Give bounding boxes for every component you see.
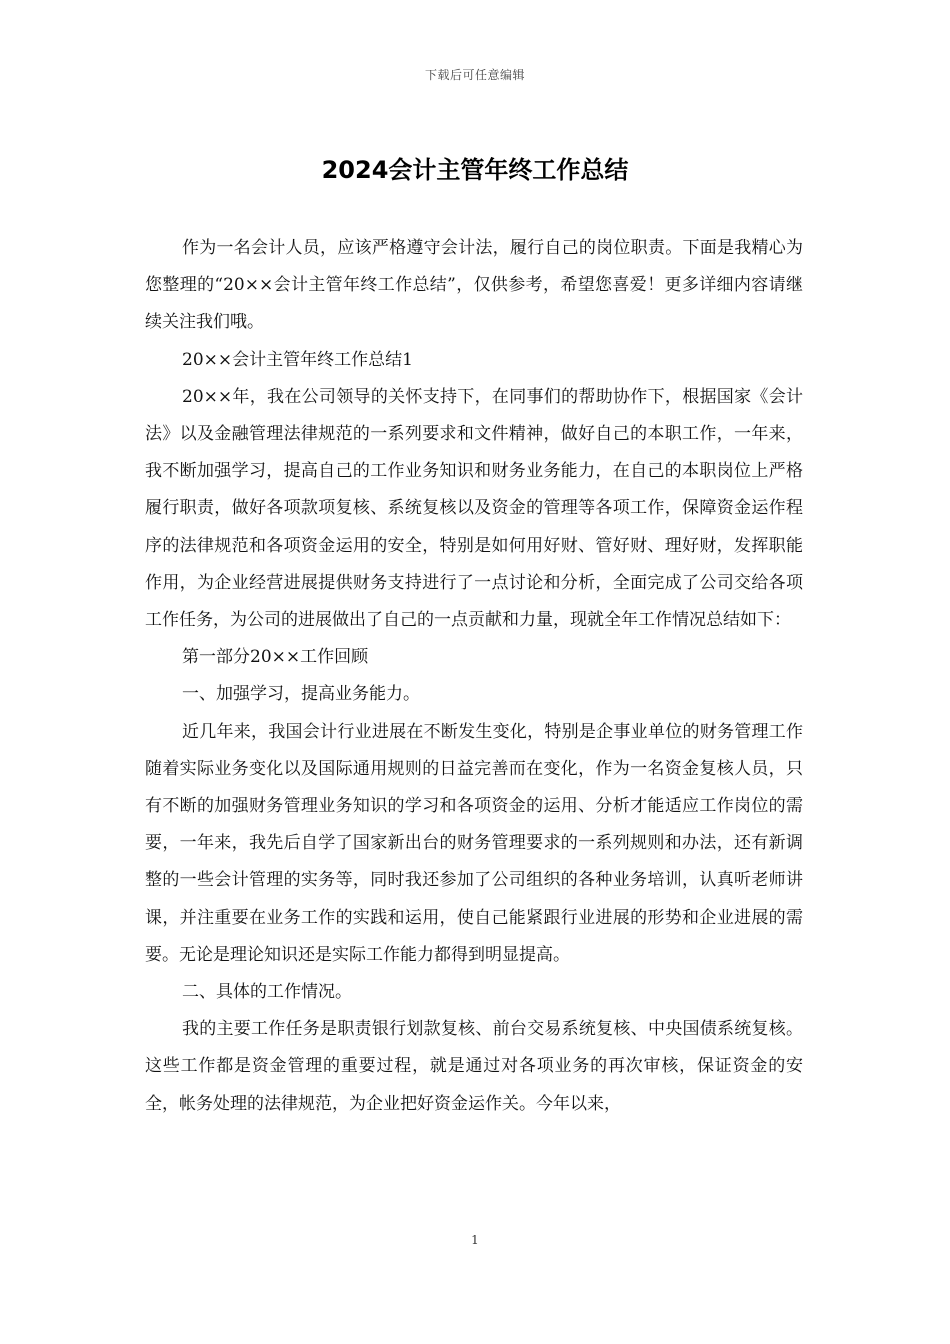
paragraph-heading-study: 一、加强学习，提高业务能力。 <box>182 684 420 705</box>
paragraph-work: 我的主要工作任务是职责银行划款复核、前台交易系统复核、中央国债系统复核。这些工作都是资金管理的重要过程，就是通过对各项业务的再次审核，保证资金的安全，帐务处理的法律规范，为企业把好资金运作关。今年以来， <box>145 1019 803 1114</box>
paragraph-intro: 作为一名会计人员，应该严格遵守会计法，履行自己的岗位职责。下面是我精心为您整理的“20××会计主管年终工作总结”，仅供参考，希望您喜爱！更多详细内容请继续关注我们哦。 <box>145 238 803 333</box>
document-body <box>145 230 803 1123</box>
paragraph-section-heading: 20××会计主管年终工作总结1 <box>182 349 413 370</box>
paragraph-overview: 20××年，我在公司领导的关怀支持下，在同事们的帮助协作下，根据国家《会计法》以及金融管理法律规范的一系列要求和文件精神，做好自己的本职工作，一年来，我不断加强学习，提高自己的工作业务知识和财务业务能力，在自己的本职岗位上严格履行职责，做好各项款项复核、系统复核以及资金的管理等各项工作，保障资金运作程序的法律规范和各项资金运用的安全，特别是如何用好财、管好财、理好财，发挥职能作用，为企业经营进展提供财务支持进行了一点讨论和分析，全面完成了公司交给各项工作任务，为公司的进展做出了自己的一点贡献和力量，现就全年工作情况总结如下： <box>145 386 803 631</box>
page-number: 1 <box>471 1233 479 1247</box>
paragraph-heading-work: 二、具体的工作情况。 <box>182 982 352 1003</box>
paragraph-part-heading: 第一部分20××工作回顾 <box>182 647 369 668</box>
header-note: 下载后可任意编辑 <box>424 68 525 82</box>
paragraph-study: 近几年来，我国会计行业进展在不断发生变化，特别是企事业单位的财务管理工作随着实际业务变化以及国际通用规则的日益完善而在变化，作为一名资金复核人员，只有不断的加强财务管理业务知识的学习和各项资金的运用、分析才能适应工作岗位的需要，一年来，我先后自学了国家新出台的财务管理要求的一系列规则和办法，还有新调整的一些会计管理的实务等，同时我还参加了公司组织的各种业务培训，认真听老师讲课，并注重要在业务工作的实践和运用，使自己能紧跟行业进展的形势和企业进展的需要。无论是理论知识还是实际工作能力都得到明显提高。 <box>145 721 803 965</box>
document-title: 2024会计主管年终工作总结 <box>321 156 629 184</box>
